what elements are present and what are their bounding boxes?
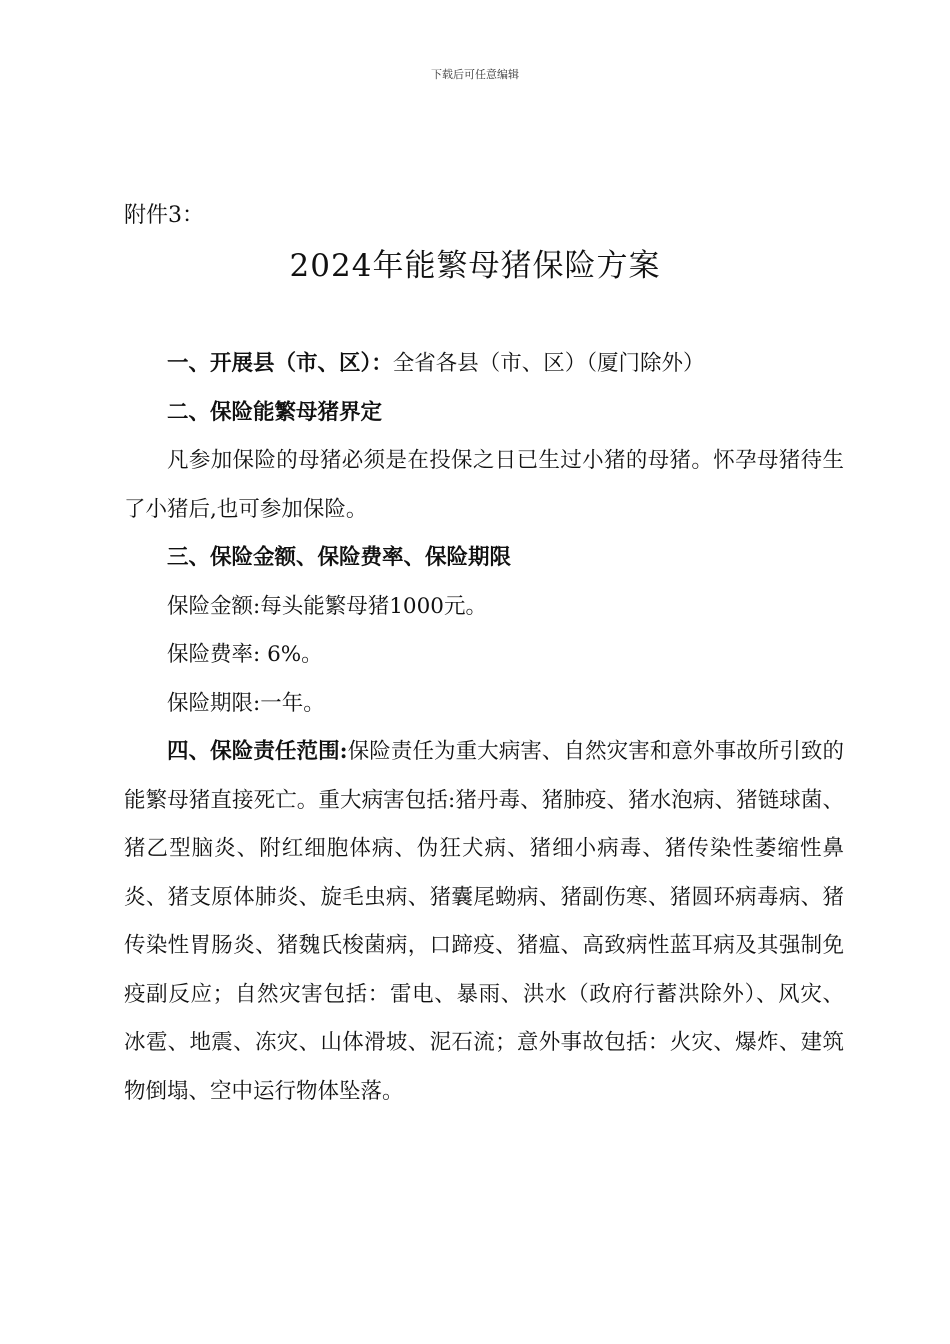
insured-amount: 保险金额:每头能繁母猪1000元。 — [167, 593, 487, 619]
section-1-heading: 一、开展县（市、区）： — [167, 351, 393, 376]
header-note: 下载后可任意编辑 — [431, 68, 519, 81]
section-2-text: 凡参加保险的母猪必须是在投保之日已生过小猪的母猪。怀孕母猪待生了小猪后,也可参加保险。 — [124, 448, 844, 522]
section-4-heading: 四、保险责任范围: — [167, 739, 348, 764]
section-1 — [124, 340, 844, 389]
section-1-text: 全省各县（市、区）（厦门除外） — [392, 351, 705, 376]
section-4 — [124, 728, 844, 1116]
premium-rate: 保险费率: 6%。 — [167, 642, 323, 667]
document-body — [124, 340, 844, 1116]
insurance-term: 保险期限:一年。 — [167, 690, 325, 716]
section-2-heading: 二、保险能繁母猪界定 — [167, 399, 383, 425]
section-3-heading: 三、保险金额、保险费率、保险期限 — [167, 545, 512, 570]
document-title: 2024年能繁母猪保险方案 — [289, 248, 661, 284]
section-4-text: 保险责任为重大病害、自然灾害和意外事故所引致的能繁母猪直接死亡。重大病害包括:猪丹毒、猪肺疫、猪水泡病、猪链球菌、猪乙型脑炎、附红细胞体病、伪狂犬病、猪细小病毒、猪传染性萎缩性鼻炎、猪支原体肺炎、旋毛虫病、猪囊尾蚴病、猪副伤寒、猪圆环病毒病、猪传染性胃肠炎、猪魏氏梭菌病，口蹄疫、猪瘟、高致病性蓝耳病及其强制免疫副反应；自然灾害包括：雷电、暴雨、洪水（政府行蓄洪除外）、风灾、冰雹、地震、冻灾、山体滑坡、泥石流；意外事故包括：火灾、爆炸、建筑物倒塌、空中运行物体坠落。 — [124, 739, 845, 1104]
attachment-label: 附件3： — [124, 203, 204, 228]
